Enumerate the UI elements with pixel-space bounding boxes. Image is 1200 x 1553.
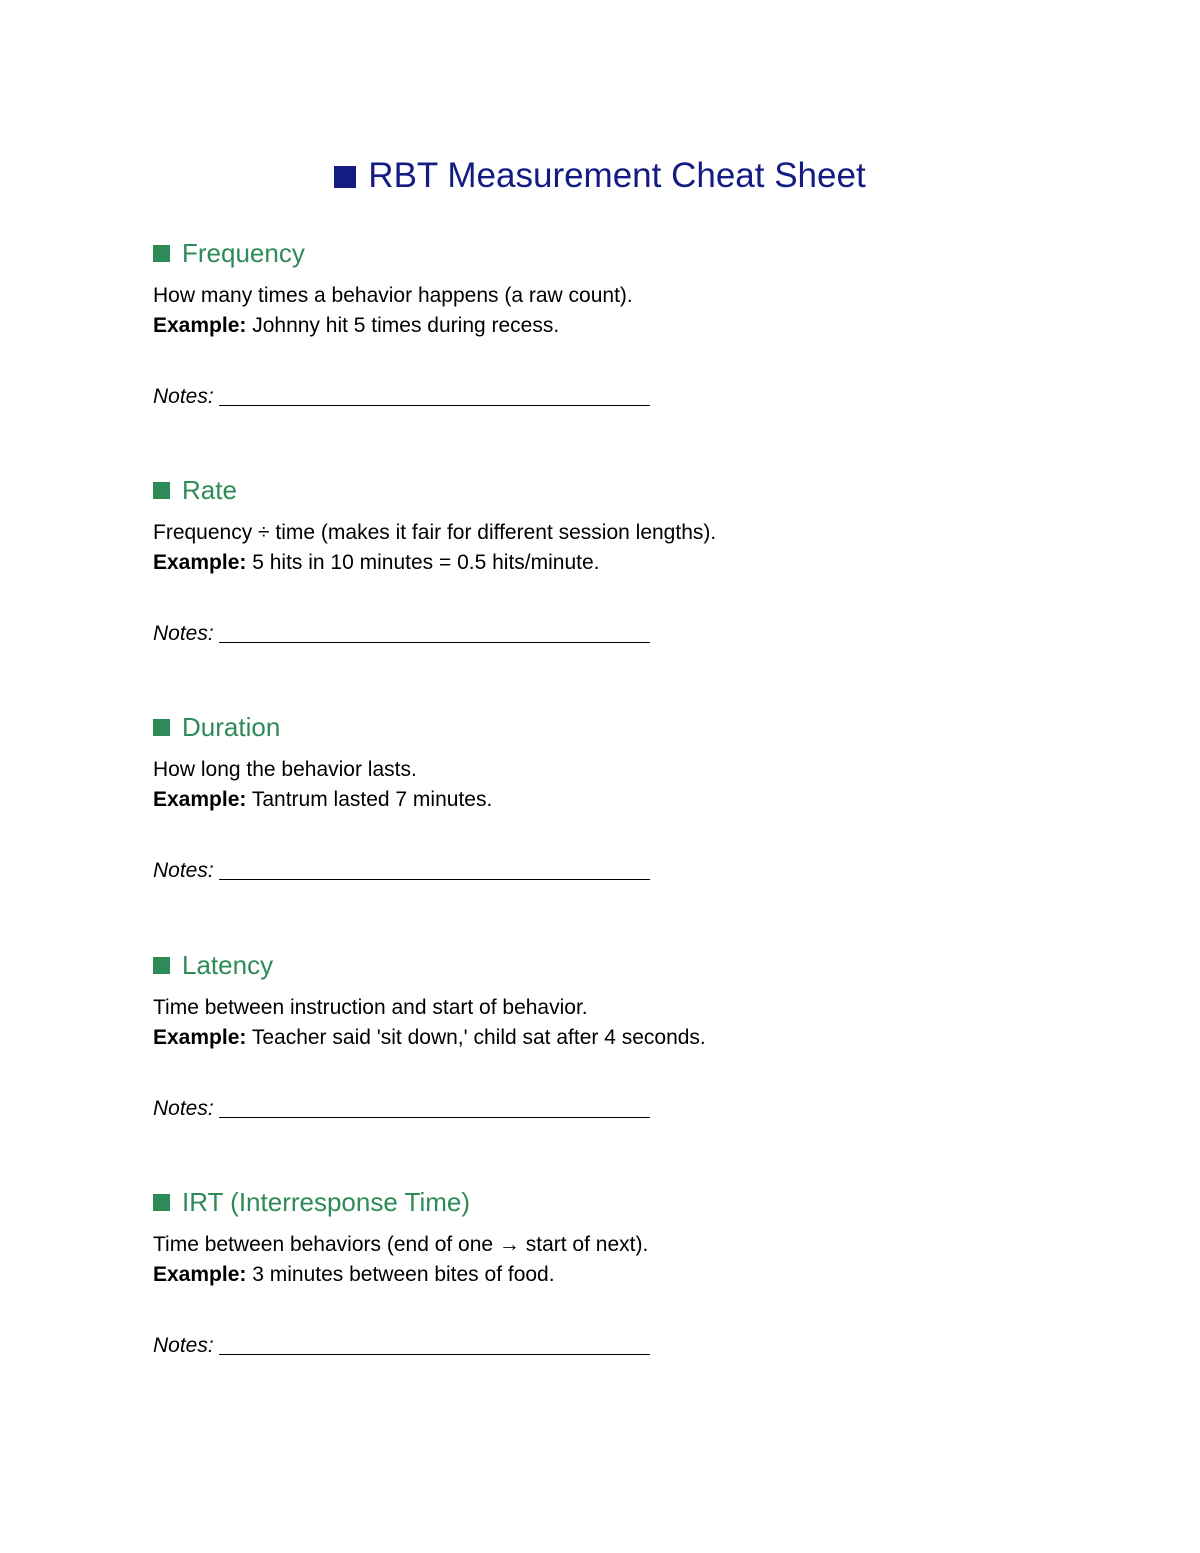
example-text: Tantrum lasted 7 minutes. [251, 788, 493, 811]
section-description: How many times a behavior happens (a raw count). [153, 284, 633, 307]
page-title [0, 152, 1200, 200]
notes-blank-line [219, 624, 650, 643]
page-title-text: RBT Measurement Cheat Sheet [368, 156, 866, 195]
notes-field [153, 619, 1053, 649]
section-description: How long the behavior lasts. [153, 758, 417, 781]
section-description: Time between instruction and start of behavior. [153, 996, 588, 1019]
section-heading [153, 948, 1053, 982]
square-bullet-icon [153, 482, 170, 499]
notes-label: Notes: [153, 385, 214, 408]
notes-blank-line [219, 861, 650, 880]
section-frequency [153, 236, 1053, 412]
section-heading-text: IRT (Interresponse Time) [182, 1187, 471, 1217]
section-rate [153, 473, 1053, 649]
example-label: Example: [153, 314, 247, 337]
square-bullet-icon [153, 245, 170, 262]
section-heading [153, 473, 1053, 507]
example-label: Example: [153, 1263, 247, 1286]
notes-field [153, 1331, 1053, 1361]
notes-label: Notes: [153, 859, 214, 882]
notes-blank-line [219, 387, 650, 406]
notes-label: Notes: [153, 622, 214, 645]
notes-label: Notes: [153, 1334, 214, 1357]
notes-field [153, 382, 1053, 412]
notes-label: Notes: [153, 1097, 214, 1120]
section-example [153, 1023, 1053, 1053]
section-example [153, 548, 1053, 578]
section-duration [153, 710, 1053, 886]
example-text: 5 hits in 10 minutes = 0.5 hits/minute. [252, 551, 600, 574]
section-latency [153, 948, 1053, 1124]
section-heading-text: Duration [182, 712, 281, 742]
notes-blank-line [219, 1336, 650, 1355]
section-heading [153, 1185, 1053, 1219]
example-label: Example: [153, 551, 247, 574]
section-heading-text: Latency [182, 950, 274, 980]
section-example [153, 1260, 1053, 1290]
example-label: Example: [153, 788, 247, 811]
square-bullet-icon [153, 1194, 170, 1211]
square-bullet-icon [334, 166, 356, 188]
section-heading [153, 710, 1053, 744]
section-description: Frequency ÷ time (makes it fair for different session lengths). [153, 521, 717, 544]
notes-field [153, 856, 1053, 886]
section-example [153, 785, 1053, 815]
section-heading-text: Frequency [182, 238, 305, 268]
example-text: Teacher said 'sit down,' child sat after 4 seconds. [251, 1026, 706, 1049]
notes-field [153, 1094, 1053, 1124]
section-heading-text: Rate [182, 475, 237, 505]
section-example [153, 311, 1053, 341]
example-label: Example: [153, 1026, 247, 1049]
section-irt [153, 1185, 1053, 1361]
notes-blank-line [219, 1099, 650, 1118]
section-description: Time between behaviors (end of one → start of next). [153, 1233, 649, 1256]
example-text: 3 minutes between bites of food. [252, 1263, 555, 1286]
example-text: Johnny hit 5 times during recess. [252, 314, 560, 337]
section-heading [153, 236, 1053, 270]
square-bullet-icon [153, 957, 170, 974]
square-bullet-icon [153, 719, 170, 736]
